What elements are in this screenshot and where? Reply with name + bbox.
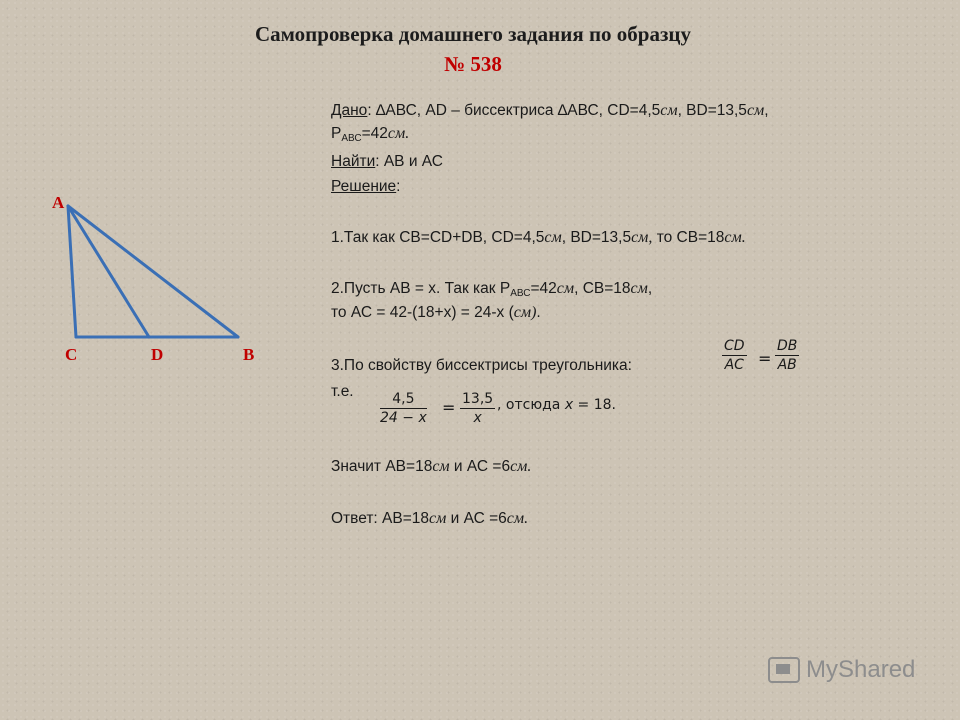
solution-label: Решение: [331, 178, 397, 195]
fraction-cd-ac-denominator: AC: [724, 357, 744, 373]
fraction-13-5-denominator: x: [473, 410, 482, 426]
given-text-2: , ВD=13,5: [677, 102, 747, 119]
step-2: [331, 279, 652, 304]
step-2-line-2-text: то АС = 42-(18+х) = 24-х (: [331, 304, 514, 321]
vertex-label-d: D: [151, 345, 164, 364]
answer-text: Ответ: АВ=18: [331, 510, 430, 527]
perimeter-subscript: АВС: [341, 133, 362, 144]
step-1-unit-3: см.: [724, 229, 746, 246]
answer-unit-1: см: [429, 510, 447, 527]
step-2-line-2-end: .: [536, 304, 541, 321]
side-ac: [68, 206, 76, 337]
conclusion-unit-1: см: [432, 458, 450, 475]
step-2-text: 2.Пусть АВ = х. Так как Р: [331, 280, 511, 297]
step-1-text-2: , ВD=13,5: [561, 229, 632, 246]
given-text: : ∆АВС, АD – биссектриса ∆АВС, СD=4,5: [367, 102, 661, 119]
fraction-db-ab-denominator: AB: [777, 357, 797, 373]
step-2-text-3: , СВ=18: [574, 280, 631, 297]
step-1-unit-2: см,: [631, 229, 653, 246]
find-label: Найти: [331, 153, 376, 170]
watermark-text: MyShared: [806, 656, 916, 683]
equals-sign-1: =: [758, 349, 772, 368]
step-2-text-4: ,: [647, 280, 653, 297]
given-unit-cm-1: см: [660, 102, 678, 119]
perimeter-label: Р: [331, 125, 342, 142]
vertex-label-c: С: [65, 345, 78, 364]
answer-unit-2: см.: [506, 510, 529, 527]
find-text: : АВ и АС: [375, 153, 443, 170]
step-1-unit-1: см: [544, 229, 562, 246]
step-2-unit-2: см: [630, 280, 648, 297]
find-line: [331, 152, 443, 172]
solution-colon: :: [396, 178, 401, 195]
perimeter-value: =42: [361, 125, 388, 142]
given-line: [331, 101, 769, 121]
given-perimeter-line: [331, 124, 409, 149]
fraction-4-5-denominator: 24 − x: [380, 410, 427, 426]
fraction-13-5: [460, 390, 495, 427]
fraction-cd-ac-numerator: CD: [724, 338, 745, 354]
result-variable: x: [564, 397, 574, 413]
conclusion-text: Значит АВ=18: [331, 458, 433, 475]
task-number: № 538: [444, 52, 502, 76]
step-2-unit-1: см: [556, 280, 575, 297]
step-2-line-2: [331, 303, 541, 323]
given-unit-cm-2: см: [746, 102, 765, 119]
fraction-cd-ac: [722, 337, 747, 374]
conclusion: [331, 457, 531, 477]
result-prefix: , отсюда: [497, 397, 565, 413]
watermark: [768, 656, 915, 684]
solution-heading: [331, 177, 400, 197]
result-value: = 18.: [573, 397, 617, 413]
page-title: Самопроверка домашнего задания по образцу: [254, 22, 692, 46]
ie-label: т.е.: [331, 383, 354, 400]
watermark-logo-icon: [768, 657, 800, 683]
fraction-db-ab-numerator: DB: [777, 338, 798, 354]
given-text-3: ,: [764, 102, 769, 119]
triangle-figure: [0, 0, 300, 400]
fraction-db-ab: [775, 337, 799, 374]
answer-text-2: и АС =6: [446, 510, 507, 527]
equals-sign-2: =: [442, 398, 456, 417]
fraction-4-5: [380, 390, 427, 427]
step-3-text: 3.По свойству биссектрисы треугольника:: [331, 357, 632, 374]
bisector-ad: [68, 206, 149, 337]
step-2-text-2: =42: [530, 280, 557, 297]
step-2-unit-3: см): [513, 304, 537, 321]
side-ab: [68, 206, 238, 337]
given-label: Дано: [331, 102, 368, 119]
step-1: [331, 228, 746, 248]
step-2-subscript: АВС: [510, 288, 531, 299]
conclusion-text-2: и АС =6: [449, 458, 511, 475]
conclusion-unit-2: см.: [510, 458, 532, 475]
answer: [331, 509, 528, 529]
step-1-text-3: то СВ=18: [652, 229, 725, 246]
result-text: [497, 397, 616, 413]
vertex-label-b: В: [243, 345, 255, 364]
given-unit-cm-3: см.: [387, 125, 410, 142]
fraction-13-5-numerator: 13,5: [462, 391, 494, 407]
fraction-4-5-numerator: 4,5: [380, 390, 427, 409]
step-1-text: 1.Так как СВ=СD+DВ, СD=4,5: [331, 229, 545, 246]
step-3: [331, 356, 632, 376]
vertex-label-a: А: [52, 193, 65, 212]
